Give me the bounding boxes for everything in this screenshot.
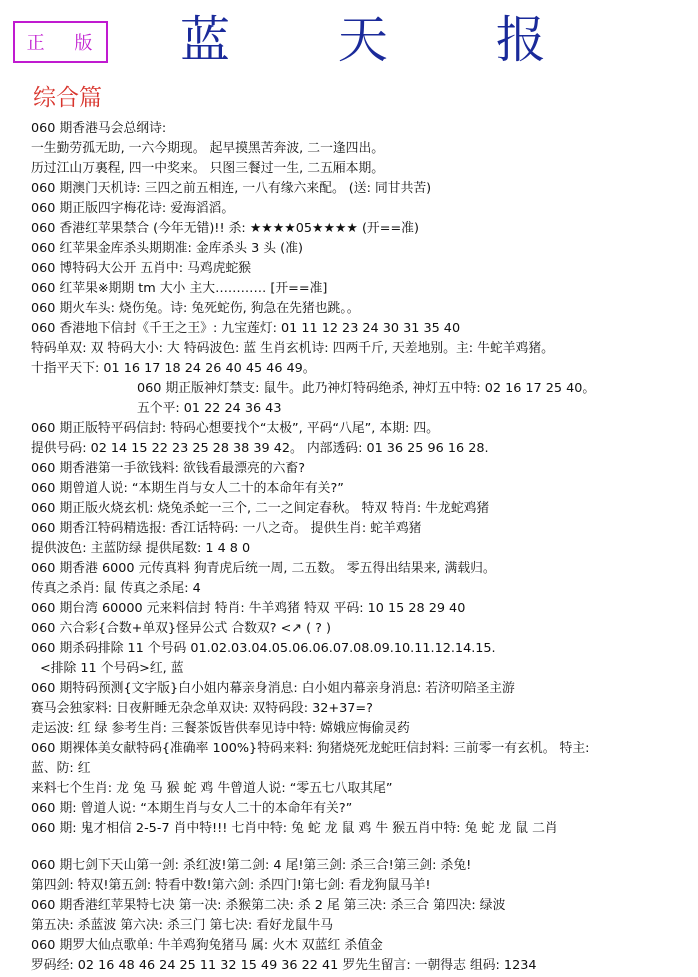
- text-line: 060 香港地下信封《千王之王》: 九宝莲灯: 01 11 12 23 24 30 31 35 40: [31, 321, 461, 336]
- text-line: 060 期正版特平码信封: 特码心想要找个“太极”, 平码“八尾”, 本期: 四。: [31, 421, 439, 436]
- text-line: 060 期香港马会总纲诗:: [31, 121, 167, 136]
- text-line: 传真之杀肖: 鼠 传真之杀尾: 4: [31, 581, 201, 596]
- edition-badge: 正 版: [13, 21, 108, 63]
- text-line: 特码单双: 双 特码大小: 大 特码波色: 蓝 生肖玄机诗: 四两千斤, 天差地别。主: 牛蛇羊鸡猪。: [31, 341, 554, 356]
- text-line: 060 红苹果※期期 tm 大小 主大………… [开==准]: [31, 281, 328, 296]
- text-line: 蓝、防: 红: [31, 761, 91, 776]
- text-line: 第四剑: 特双!第五剑: 特看中数!第六剑: 杀四门!第七剑: 看龙狗鼠马羊!: [31, 878, 431, 893]
- text-line: 提供号码: 02 14 15 22 23 25 28 38 39 42。 内部透码: 01 36 25 96 16 28.: [31, 441, 489, 456]
- text-line: 一生勤劳孤无助, 一六今期现。 起早摸黑苦奔波, 二一逢四出。: [31, 141, 385, 156]
- text-line: 走运波: 红 绿 参考生肖: 三餐茶饭皆供奉见诗中特: 嫦娥应悔偷灵药: [31, 721, 410, 736]
- text-line: 060 期正版四字梅花诗: 爱海滔滔。: [31, 201, 235, 216]
- text-line: 060 红苹果金库杀头期期准: 金库杀头 3 头 (准): [31, 241, 303, 256]
- text-line: 五个平: 01 22 24 36 43: [137, 401, 282, 416]
- text-line: 060 期火车头: 烧伤兔。诗: 兔死蛇伤, 狗急在先猪也跳。。: [31, 301, 360, 316]
- text-line: 060 期裸体美女献特码{准确率 100%}特码来料: 狗猪烧死龙蛇旺信封料: 三前零一有玄机。 特主:: [31, 741, 590, 756]
- text-line: 赛马会独家料: 日夜鼾睡无杂念单双诀: 双特码段: 32+37=?: [31, 701, 373, 716]
- text-line: 第五决: 杀蓝波 第六决: 杀三门 第七决: 看好龙鼠牛马: [31, 918, 334, 933]
- text-line: 060 期台湾 60000 元来料信封 特肖: 牛羊鸡猪 特双 平码: 10 15 28 29 40: [31, 601, 466, 616]
- text-line: <排除 11 个号码>红, 蓝: [40, 661, 184, 676]
- text-line: 060 期香港红苹果特七决 第一决: 杀猴第二决: 杀 2 尾 第三决: 杀三合 第四决: 绿波: [31, 898, 506, 913]
- text-line: 060 六合彩{合数+单双}怪异公式 合数双? <↗ ( ? ): [31, 621, 332, 636]
- text-line: 060 期澳门天机诗: 三四之前五相连, 一八有缘六来配。 (送: 同甘共苦): [31, 181, 432, 196]
- text-line: 060 香港红苹果禁合 (今年无错)!! 杀: ★★★★05★★★★ (开==准): [31, 221, 419, 236]
- text-line: 060 期正版火烧玄机: 烧兔杀蛇一三个, 二一之间定春秋。 特双 特肖: 牛龙蛇鸡猪: [31, 501, 490, 516]
- text-line: 060 期香港第一手欲钱料: 欲钱看最漂亮的六畜?: [31, 461, 306, 476]
- text-line: 060 期香江特码精选报: 香江话特码: 一八之奇。 提供生肖: 蛇羊鸡猪: [31, 521, 422, 536]
- text-line: 060 博特码大公开 五肖中: 马鸡虎蛇猴: [31, 261, 252, 276]
- text-line: 060 期罗大仙点歌单: 牛羊鸡狗兔猪马 属: 火木 双蓝红 杀值金: [31, 938, 383, 953]
- text-line: 十指平天下: 01 16 17 18 24 26 40 45 46 49。: [31, 361, 316, 376]
- section-heading: 综合篇: [33, 85, 102, 111]
- text-line: 提供波色: 主蓝防绿 提供尾数: 1 4 8 0: [31, 541, 251, 556]
- text-line: 历过江山万裏程, 四一中奖来。 只图三餐过一生, 二五厢本期。: [31, 161, 385, 176]
- text-line: 060 期特码预测{文字版}白小姐内幕亲身消息: 白小姐内幕亲身消息: 若济叨陪圣主游: [31, 681, 515, 696]
- text-line: 来料七个生肖: 龙 兔 马 猴 蛇 鸡 牛曾道人说: “零五七八取其尾”: [31, 781, 393, 796]
- text-line: 060 期: 鬼才相信 2-5-7 肖中特!!! 七肖中特: 兔 蛇 龙 鼠 鸡 牛 猴五肖中特: 兔 蛇 龙 鼠 二肖: [31, 821, 558, 836]
- text-line: 060 期香港 6000 元传真料 狗青虎后统一周, 二五数。 零五得出结果来, 满载归。: [31, 561, 496, 576]
- text-line: 060 期曾道人说: “本期生肖与女人二十的本命年有关?”: [31, 481, 344, 496]
- text-line: 060 期杀码排除 11 个号码 01.02.03.04.05.06.06.07.08.09.10.11.12.14.15.: [31, 641, 496, 656]
- text-line: 060 期七剑下天山第一剑: 杀红波!第二剑: 4 尾!第三剑: 杀三合!第三剑: 杀兔!: [31, 858, 472, 873]
- text-line: 060 期正版神灯禁支: 鼠牛。此乃神灯特码绝杀, 神灯五中特: 02 16 17 25 40。: [137, 381, 596, 396]
- newspaper-title: 蓝 天 报: [180, 11, 592, 69]
- text-line: 罗码经: 02 16 48 46 24 25 11 32 15 49 36 22 41 罗先生留言: 一朝得志 组码: 1234: [31, 958, 537, 973]
- text-line: 060 期: 曾道人说: “本期生肖与女人二十的本命年有关?”: [31, 801, 353, 816]
